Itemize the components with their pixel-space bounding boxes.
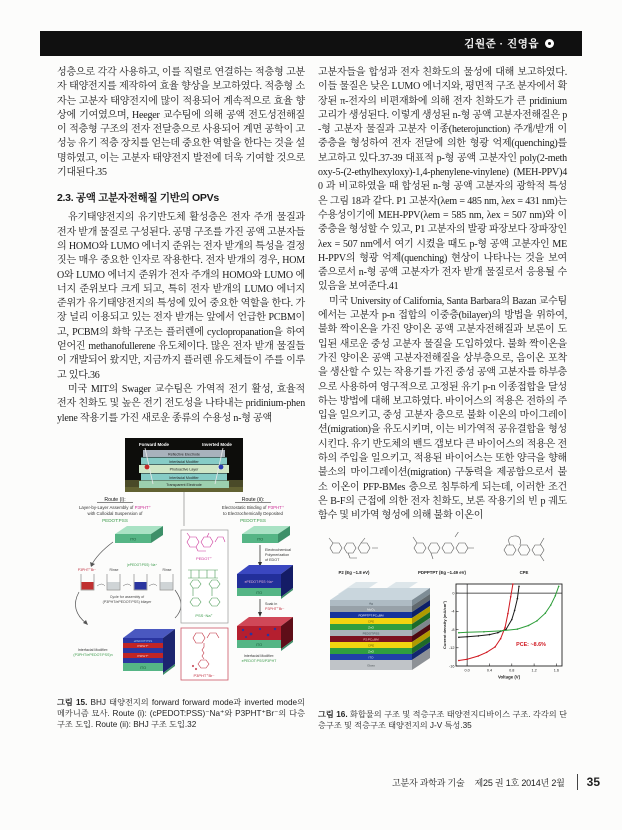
journal-logo-icon bbox=[545, 39, 554, 48]
chem-box-pedot-pss bbox=[181, 530, 228, 623]
route-ii-line1: Electrostatic Binding of P3PHT⁺ bbox=[221, 504, 285, 510]
paragraph: 미국 MIT의 Swager 교수팀은 가역적 전기 활성, 효율적 전자 친화도 및 높은 전기 전도성을 나타내는 pridinium-phenylene 작용기를 가진 새로운 종류의 수용성 n-형 공액 bbox=[57, 383, 305, 424]
paragraph: 미국 University of California, Santa Barbara의 Bazan 교수팀에서는 고분자 p-n 접합의 이중층(bilayer)의 방법을 위하여, 불화 짝이온을 가진 양이온 공액 고분자전해질과 보론이 도입된 새로운 중성 고분자 물질을 도입하였다. 불화 짝이온을 가진 양이온 공액 고분자전해질을 상부층으로, 음이온 포착을 생산할 수 있는 작용기를 가진 중성 공액 고분자를 하부층으로 사용하여 영구적으로 고정된 유기 p-n 이종접합을 달성하는 방법에 대해 보고하였다. 바이어스의 적용은 전하의 주입을 일으키고, 중성 고분자 층으로 불화 이온의 마이그레이션(migration)을 유도시키며, 이는 비가역적 공유결합을 형성시킨다. 유기 반도체의 밴드 갭보다 큰 바이어스의 적용은 전하의 주입을 일으키고, 적용된 바이어스는 또한 양극을 향해 불소의 마이그레이션(migration) 구동력을 제공함으로서 불소 이온이 PFP-BMes 층으로 침투하게 되는데, 이러한 조건은 B-F의 근접에 의한 전자 친화도, 보론 작용기의 빈 p 궤도 함수 및 비가역 형성에 의해 불화 이온이 bbox=[318, 295, 567, 522]
cycle-label-1: Cycle for assembly of bbox=[109, 594, 145, 599]
svg-text:0.8: 0.8 bbox=[509, 668, 515, 672]
page-number: 35 bbox=[586, 775, 600, 789]
device-layer-label: Reflective Electrode bbox=[168, 452, 200, 457]
section-heading: 2.3. 공액 고분자전해질 기반의 OPVs bbox=[57, 192, 219, 205]
electro-label-2: Polymerization bbox=[265, 552, 290, 557]
stack16-layer: CPE bbox=[367, 643, 375, 648]
svg-text:-16: -16 bbox=[449, 663, 455, 668]
route-i-line1: Layer-by-Layer Assembly of P3PHT⁺ bbox=[78, 504, 152, 510]
paragraph: 고분자들을 합성과 전자 친화도의 물성에 대해 보고하였다. 이들 물질은 낮은 LUMO 에너지와, 평면적 구조 분자에서 확장된 π-전자의 비편재화에 의해 전자 친화도가 큰 pridinium 고리가 생성된다. 이렇게 생성된 n-형 공액 고분자전해질은 p-형 고분자 물질과 고분자 이종(heterojunction) 주개/받개 이중층을 형성하여 전자 전달에 의한 형광 억제(quenching)를 보고하고 있다.37-39 대표적 p-형 공액 고분자인 poly(2-methoxy-5-(2-ethylhexyloxy)-1,4-phenylene-vinylene) (MEH-PPV)40 과 비교하였을 때 합성된 n-형 공액 고분자의 광학적 특성은 그림 18과 같다. P1 고분자(λem = 485 nm, λex = 431 nm)는 수용성이기에 MEH-PPV(λem = 585 nm, λex = 507 nm)와 이중층을 형성할 수 있고, P1 고분자의 발광 파장보다 장파장인 λex = 507 nm에서 여기 시켰을 때도 p-형 공액 고분자인 MEH-PPV의 형광 억제(quenching) 현상이 나타나는 것을 보여 줌으로서 n-형 공액 고분자가 전자 받개 물질로서 응용될 수 있음을 보여준다.41 bbox=[318, 67, 567, 293]
left-column bbox=[57, 66, 305, 730]
stack16-layer: P2:PC₇₁BM bbox=[363, 637, 379, 642]
figure-16 bbox=[318, 532, 567, 731]
device-layer-label: Photoactive Layer bbox=[169, 467, 199, 472]
route-ii-line3: PEDOT:PSS bbox=[240, 517, 266, 523]
route-i-heading bbox=[79, 497, 152, 523]
beaker1-label: P3PHT⁺Br⁻ bbox=[77, 567, 97, 572]
inverted-mode-label: Inverted Mode bbox=[202, 441, 232, 447]
rinse-label: Rinse bbox=[109, 567, 119, 572]
jv-xlabel: Voltage (V) bbox=[497, 674, 521, 679]
figure-15-caption-text: BHJ 태양전지의 forward forward mode과 inverted mode의 메카니즘 묘사. Route (i): (cPEDOT:PSS)⁻Na⁺와 P3PHT⁺Br⁻의 다층구조 도입. Route (ii): BHJ 구조 도입.32 bbox=[57, 697, 305, 729]
figure-16-caption-text: 화합물의 구조 및 적층구조 태양전지디바이스 구조. 각각의 단층구조 및 적층구조 태양전지의 J-V 특성.35 bbox=[318, 709, 567, 730]
cycle-label-2: (P3PHT/ePEDOT:PSS) bilayer bbox=[102, 599, 152, 604]
stack-side-label-1: Interfacial Modifier: bbox=[77, 647, 109, 652]
figure-15 bbox=[57, 438, 305, 730]
final-label-2: ePEDOT:PSS/P3PHT bbox=[241, 658, 277, 663]
stack16-layer: Ag bbox=[369, 601, 373, 605]
stack16-layer: MoO₃ bbox=[367, 607, 375, 611]
pedot-label: PEDOT⁺ bbox=[196, 555, 212, 561]
right-column bbox=[318, 66, 567, 731]
p3pht-label: P3PHT⁺Br⁻ bbox=[193, 672, 215, 678]
author-names: 김원준 · 진영읍 bbox=[464, 38, 539, 50]
route-ii-heading bbox=[222, 497, 285, 523]
ito-label: ITO bbox=[255, 590, 263, 596]
stack16-layer: PDPPTPT:PC₇₁BM bbox=[358, 613, 384, 618]
svg-text:-12: -12 bbox=[449, 645, 455, 650]
forward-mode-label: Forward Mode bbox=[138, 441, 170, 447]
stack-side-label-2: (P3PHT/ePEDOT:PSS)n bbox=[73, 652, 113, 657]
device-mode-diagram bbox=[125, 438, 243, 492]
stack16-layer: PEDOT:PSS bbox=[362, 631, 380, 636]
svg-text:-8: -8 bbox=[451, 627, 455, 632]
soak-label-2: P3PHT⁺Br⁻ bbox=[265, 606, 285, 611]
svg-text:-4: -4 bbox=[451, 609, 455, 614]
footer-divider bbox=[577, 774, 578, 790]
route-i-line3: PEDOT:PSS bbox=[102, 517, 128, 523]
ito-label: ITO bbox=[139, 664, 147, 670]
journal-name: 고분자 과학과 기술 bbox=[391, 777, 465, 788]
structure-label-pdpptpt: PDPPTPT (Eg ~1.49 eV) bbox=[418, 569, 466, 575]
paragraph: 유기태양전지의 유기반도체 활성층은 전자 주개 물질과 전자 받개 물질로 구성된다. 공명 구조를 가진 공액 고분자들의 HOMO와 LUMO 에너지 준위는 전자 받개의 특성을 결정짓는 매우 중요한 인자로 작용한다. 전자 받개의 경우, HOMO와 LUMO 에너지 준위가 전자 주개의 HOMO와 LUMO 에너지 준위보다 크게 되고, 특히 전자 받개의 LUMO 에너지 준위가 유기태양전지의 특성에 있어 중요한 역할을 한다. 가장 널리 이용되고 있는 전자 받개는 앞에서 언급한 PCBM이고, PCBM의 화학 구조는 플러렌에 cyclopropanation을 하여 얻어진 methanofullerene 유도체이다. 많은 전자 받개 물질들이 개발되어 왔지만, 지금까지 플러렌 유도체들이 주를 이루고 있다.36 bbox=[57, 212, 305, 381]
svg-text:0.4: 0.4 bbox=[486, 668, 493, 672]
structure-label-cpe: CPE bbox=[519, 569, 529, 575]
jv-plot bbox=[442, 583, 562, 679]
device-layer-label: Transparent Electrode bbox=[166, 483, 202, 488]
ito-label: ITO bbox=[255, 642, 263, 648]
beaker-row bbox=[75, 563, 181, 625]
stack-layer-label: ePEDOT:PSS bbox=[133, 639, 153, 644]
route-ii-title: Route (ii): bbox=[241, 496, 265, 503]
rinse-label: Rinse bbox=[162, 567, 172, 572]
stack-layer-label: P3PHT⁺ bbox=[137, 644, 149, 649]
stack16-layer: ZnO bbox=[368, 649, 374, 654]
multilayer-stack bbox=[73, 629, 175, 675]
svg-text:1.2: 1.2 bbox=[531, 668, 537, 672]
beaker3-label: (ePEDOT:PSS)⁻Na⁺ bbox=[126, 562, 158, 567]
stack-layer-label: P3PHT⁺ bbox=[137, 654, 149, 659]
chem-structure-p2 bbox=[329, 538, 378, 558]
svg-text:0.0: 0.0 bbox=[464, 668, 470, 672]
figure-15-caption-label: 그림 15. bbox=[57, 697, 88, 707]
chem-structure-cpe bbox=[504, 535, 544, 560]
page-header-bar bbox=[40, 31, 582, 56]
electro-label-3: of EDOT bbox=[265, 557, 280, 562]
svg-text:1.6: 1.6 bbox=[553, 668, 560, 672]
epedot-slab bbox=[237, 565, 293, 599]
figure-16-caption bbox=[318, 709, 567, 731]
pss-label: PSS⁻Na⁺ bbox=[195, 612, 213, 618]
tandem-device-stack bbox=[330, 582, 430, 670]
issue-info: 제25 권 1호 2014년 2월 bbox=[474, 777, 565, 788]
stack16-layer: CPE bbox=[367, 619, 375, 624]
route-ii-line2: to Electrochemically Deposited bbox=[222, 510, 284, 516]
route-i-title: Route (i): bbox=[104, 496, 126, 503]
final-label-1: Interfacial Modifier: bbox=[243, 653, 275, 658]
stack16-layer: Glass bbox=[367, 663, 375, 668]
chem-structure-pdpptpt bbox=[413, 532, 474, 559]
figure-16-graphic bbox=[318, 532, 567, 700]
epedot-label: ePEDOT:PSS⁻Na⁺ bbox=[244, 579, 274, 584]
figure-15-caption bbox=[57, 697, 305, 730]
stack16-layer: ITO bbox=[368, 655, 374, 660]
jv-ylabel: Current density (mA/cm²) bbox=[442, 600, 447, 649]
paragraph: 성층으로 각각 사용하고, 이를 직렬로 연결하는 적층형 고분자 태양전지를 제작하여 효율 향상을 보고하였다. 적층형 소자는 고분자 태양전지에 많이 적용되어 계속적으로 효율 향상에 기여였으며, Heeger 교수팀에 의해 공액 전도성전해질이 적층형 구조의 전자 전달층으로 사용되어 계면 공학이 고성능 유기 적층 장치를 얻는데 중요한 역할을 한다는 것을 설명하였고, 이는 고분자 태양전지 발전에 더욱 기여할 것으로 기대된다.35 bbox=[57, 67, 305, 179]
structure-label-p2: P2 (Eg ~1.8 eV) bbox=[338, 569, 370, 575]
figure-15-graphic bbox=[57, 438, 305, 688]
ito-label: ITO bbox=[129, 536, 137, 542]
pce-annotation: PCE: ~8.6% bbox=[516, 641, 546, 648]
route-ii-ito-slab bbox=[242, 526, 290, 543]
device-layer-label: Interfacial Modifier bbox=[169, 475, 199, 480]
bhj-slab bbox=[237, 617, 293, 663]
page-footer bbox=[392, 774, 600, 790]
soak-label-1: Soak in bbox=[265, 601, 278, 606]
chem-box-p3pht bbox=[181, 628, 228, 680]
route-i-ito-slab bbox=[115, 526, 163, 543]
ito-label: ITO bbox=[256, 536, 264, 542]
stack16-layer: ZnO bbox=[368, 625, 374, 630]
figure-16-caption-label: 그림 16. bbox=[318, 709, 348, 719]
device-layer-label: Interfacial Modifier bbox=[169, 459, 199, 464]
electro-label-1: Electrochemical bbox=[265, 547, 292, 552]
route-i-line2: with Colloidal Suspension of bbox=[87, 510, 143, 516]
svg-text:0: 0 bbox=[452, 590, 455, 595]
